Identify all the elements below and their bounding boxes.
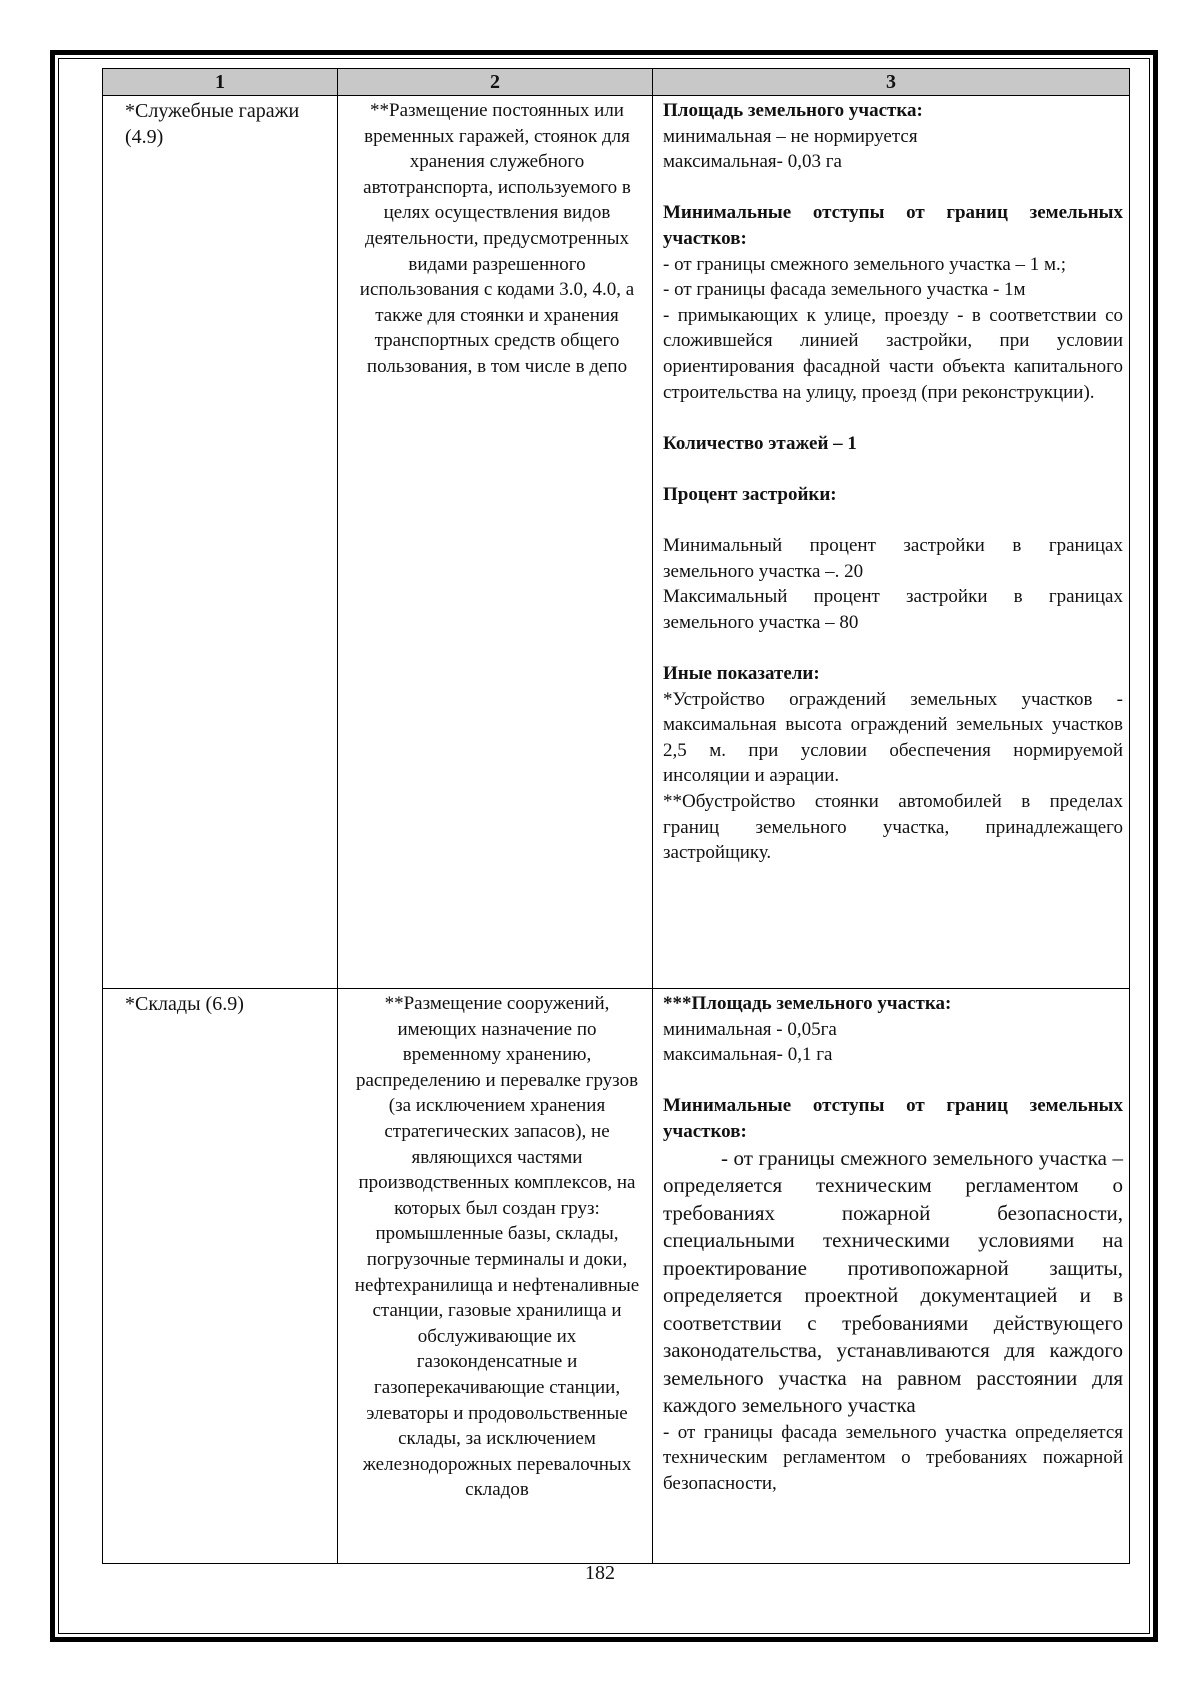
setback-item: - от границы смежного земельного участка – 1 м.; xyxy=(663,253,1067,275)
coverage-title: Процент застройки: xyxy=(663,483,837,505)
setback-title: Минимальные отступы от границ земельных участков: xyxy=(663,1095,1123,1142)
column-header-3: 3 xyxy=(653,69,1130,96)
use-description-cell: **Размещение сооружений, имеющих назначение по временному хранению, распределению и перевалке грузов (за исключением хранения стратегических запасов), не являющихся частями производственных комплексов, на которых был создан груз: промышленные базы, склады, погрузочные терминалы и доки, нефтехранилища и нефтеналивные станции, газовые хранилища и обслуживающие их газоконденсатные и газоперекачивающие станции, элеваторы и продовольственные склады, за исключением железнодорожных перевалочных складов xyxy=(338,989,653,1564)
other-item: **Обустройство стоянки автомобилей в пределах границ земельного участка, принадлежащего застройщику. xyxy=(663,791,1123,864)
area-max: максимальная- 0,03 га xyxy=(663,151,842,173)
area-min: минимальная – не нормируется xyxy=(663,125,918,147)
other-item: *Устройство ограждений земельных участков - максимальная высота ограждений земельных участков 2,5 м. при условии обеспечения нормируемой инсоляции и аэрации. xyxy=(663,688,1123,787)
column-header-2: 2 xyxy=(338,69,653,96)
floors-count: Количество этажей – 1 xyxy=(663,432,857,454)
table-row xyxy=(103,96,1130,989)
use-description-cell: **Размещение постоянных или временных гаражей, стоянок для хранения служебного автотранспорта, используемого в целях осуществления видов деятельности, предусмотренных видами разрешенного использования с кодами 3.0, 4.0, а также для стоянки и хранения транспортных средств общего пользования, в том числе в депо xyxy=(338,96,653,989)
setback-item: - от границы смежного земельного участка – определяется техническим регламентом о требованиях пожарной безопасности, специальными техническими условиями на проектирование противопожарной защиты, определяется проектной документацией и в соответствии с требованиями действующего законодательства, устанавливаются для каждого земельного участка на равном расстоянии для каждого земельного участка xyxy=(663,1145,1123,1418)
area-title: Площадь земельного участка: xyxy=(663,100,923,121)
parameters-cell xyxy=(653,989,1130,1564)
area-title: ***Площадь земельного участка: xyxy=(663,993,952,1014)
other-title: Иные показатели: xyxy=(663,663,820,685)
parameters-cell xyxy=(653,96,1130,989)
page-number: 182 xyxy=(585,1562,615,1584)
use-name-cell: *Склады (6.9) xyxy=(103,989,338,1564)
setback-title: Минимальные отступы от границ земельных участков: xyxy=(663,202,1123,249)
land-use-table xyxy=(102,68,1130,1564)
area-max: максимальная- 0,1 га xyxy=(663,1044,833,1066)
area-min: минимальная - 0,05га xyxy=(663,1018,837,1040)
table-row xyxy=(103,989,1130,1564)
use-name-cell: *Служебные гаражи (4.9) xyxy=(103,96,338,989)
coverage-min: Минимальный процент застройки в границах земельного участка –. 20 xyxy=(663,535,1123,582)
setback-item: - от границы фасада земельного участка определяется техническим регламентом о требованиях пожарной безопасности, xyxy=(663,1421,1123,1494)
column-header-1: 1 xyxy=(103,69,338,96)
table-header-row xyxy=(103,69,1130,96)
coverage-max: Максимальный процент застройки в границах земельного участка – 80 xyxy=(663,586,1123,633)
setback-item: - примыкающих к улице, проезду - в соответствии со сложившейся линией застройки, при условии ориентирования фасадной части объекта капитального строительства на улицу, проезд (при реконструкции). xyxy=(663,304,1123,403)
setback-item: - от границы фасада земельного участка - 1м xyxy=(663,279,1026,301)
